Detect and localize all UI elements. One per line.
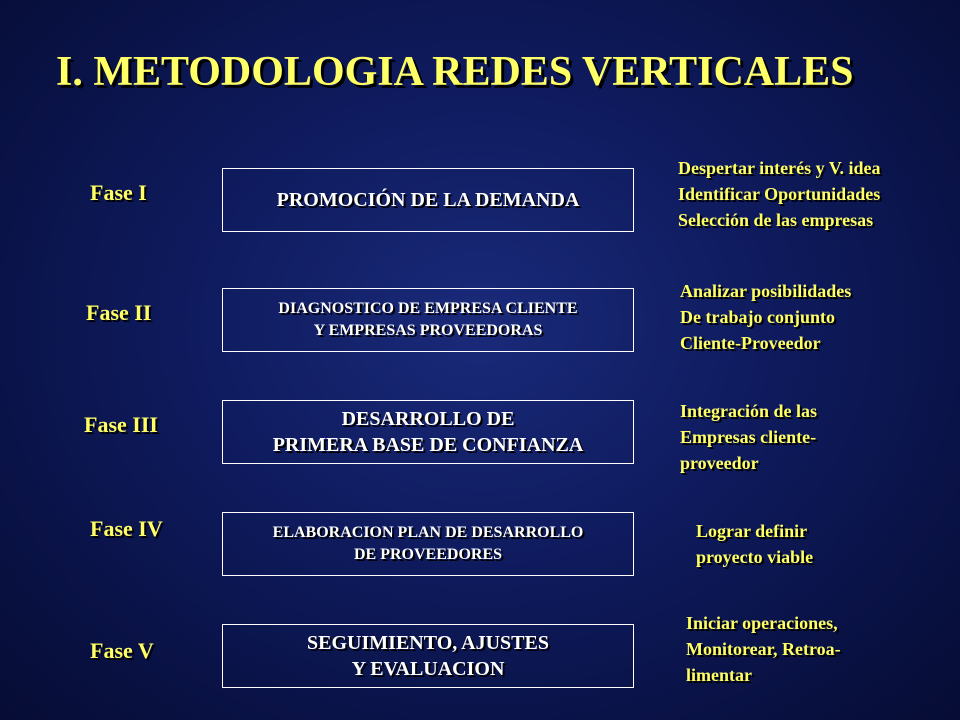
phase-box-3 [222, 400, 634, 464]
phase-desc-2-line-2: De trabajo conjunto [680, 307, 835, 327]
page-title: I. METODOLOGIA REDES VERTICALES [56, 49, 854, 95]
phase-box-3-line-1: DESARROLLO DE [341, 408, 515, 430]
phase-box-4-line-2: DE PROVEEDORES [353, 546, 503, 563]
phase-box-4 [222, 512, 634, 576]
phase-box-5 [222, 624, 634, 688]
phase-box-5-line-2: Y EVALUACION [351, 658, 505, 680]
phase-desc-4-line-1: Lograr definir [696, 521, 808, 541]
phase-desc-5-line-1: Iniciar operaciones, [686, 613, 838, 633]
phase-box-4-line-1: ELABORACION PLAN DE DESARROLLO [272, 524, 584, 541]
phase-desc-1-line-2: Identificar Oportunidades [678, 184, 881, 204]
phase-desc-5 [686, 610, 841, 688]
phase-box-3-line-2: PRIMERA BASE DE CONFIANZA [272, 434, 584, 456]
phase-label-1: Fase I [90, 180, 147, 205]
phase-desc-1 [678, 155, 880, 233]
phase-desc-3-line-3: proveedor [680, 453, 759, 473]
phase-box-2 [222, 288, 634, 352]
phase-desc-1-line-1: Despertar interés y V. idea [678, 158, 881, 178]
phase-box-2-line-1: DIAGNOSTICO DE EMPRESA CLIENTE [278, 300, 578, 317]
phase-desc-4 [696, 518, 813, 570]
phase-label-3: Fase III [84, 412, 158, 437]
phase-desc-5-line-3: limentar [686, 665, 752, 685]
phase-desc-3-line-1: Integración de las [680, 401, 817, 421]
phase-box-2-line-2: Y EMPRESAS PROVEEDORAS [313, 322, 543, 339]
phase-desc-3 [680, 398, 817, 476]
phase-label-5: Fase V [90, 638, 154, 663]
phase-label-2: Fase II [86, 300, 152, 325]
phase-box-1-line-1: PROMOCIÓN DE LA DEMANDA [276, 189, 580, 211]
phase-box-1 [222, 168, 634, 232]
phase-desc-2 [680, 278, 851, 356]
phase-desc-1-line-3: Selección de las empresas [678, 210, 874, 230]
phase-desc-3-line-2: Empresas cliente- [680, 427, 817, 447]
phase-box-5-line-1: SEGUIMIENTO, AJUSTES [307, 632, 549, 654]
phase-desc-2-line-1: Analizar posibilidades [680, 281, 852, 301]
phase-desc-2-line-3: Cliente-Proveedor [680, 333, 821, 353]
phase-desc-5-line-2: Monitorear, Retroa- [686, 639, 841, 659]
phase-desc-4-line-2: proyecto viable [696, 547, 814, 567]
phase-label-4: Fase IV [90, 516, 163, 541]
